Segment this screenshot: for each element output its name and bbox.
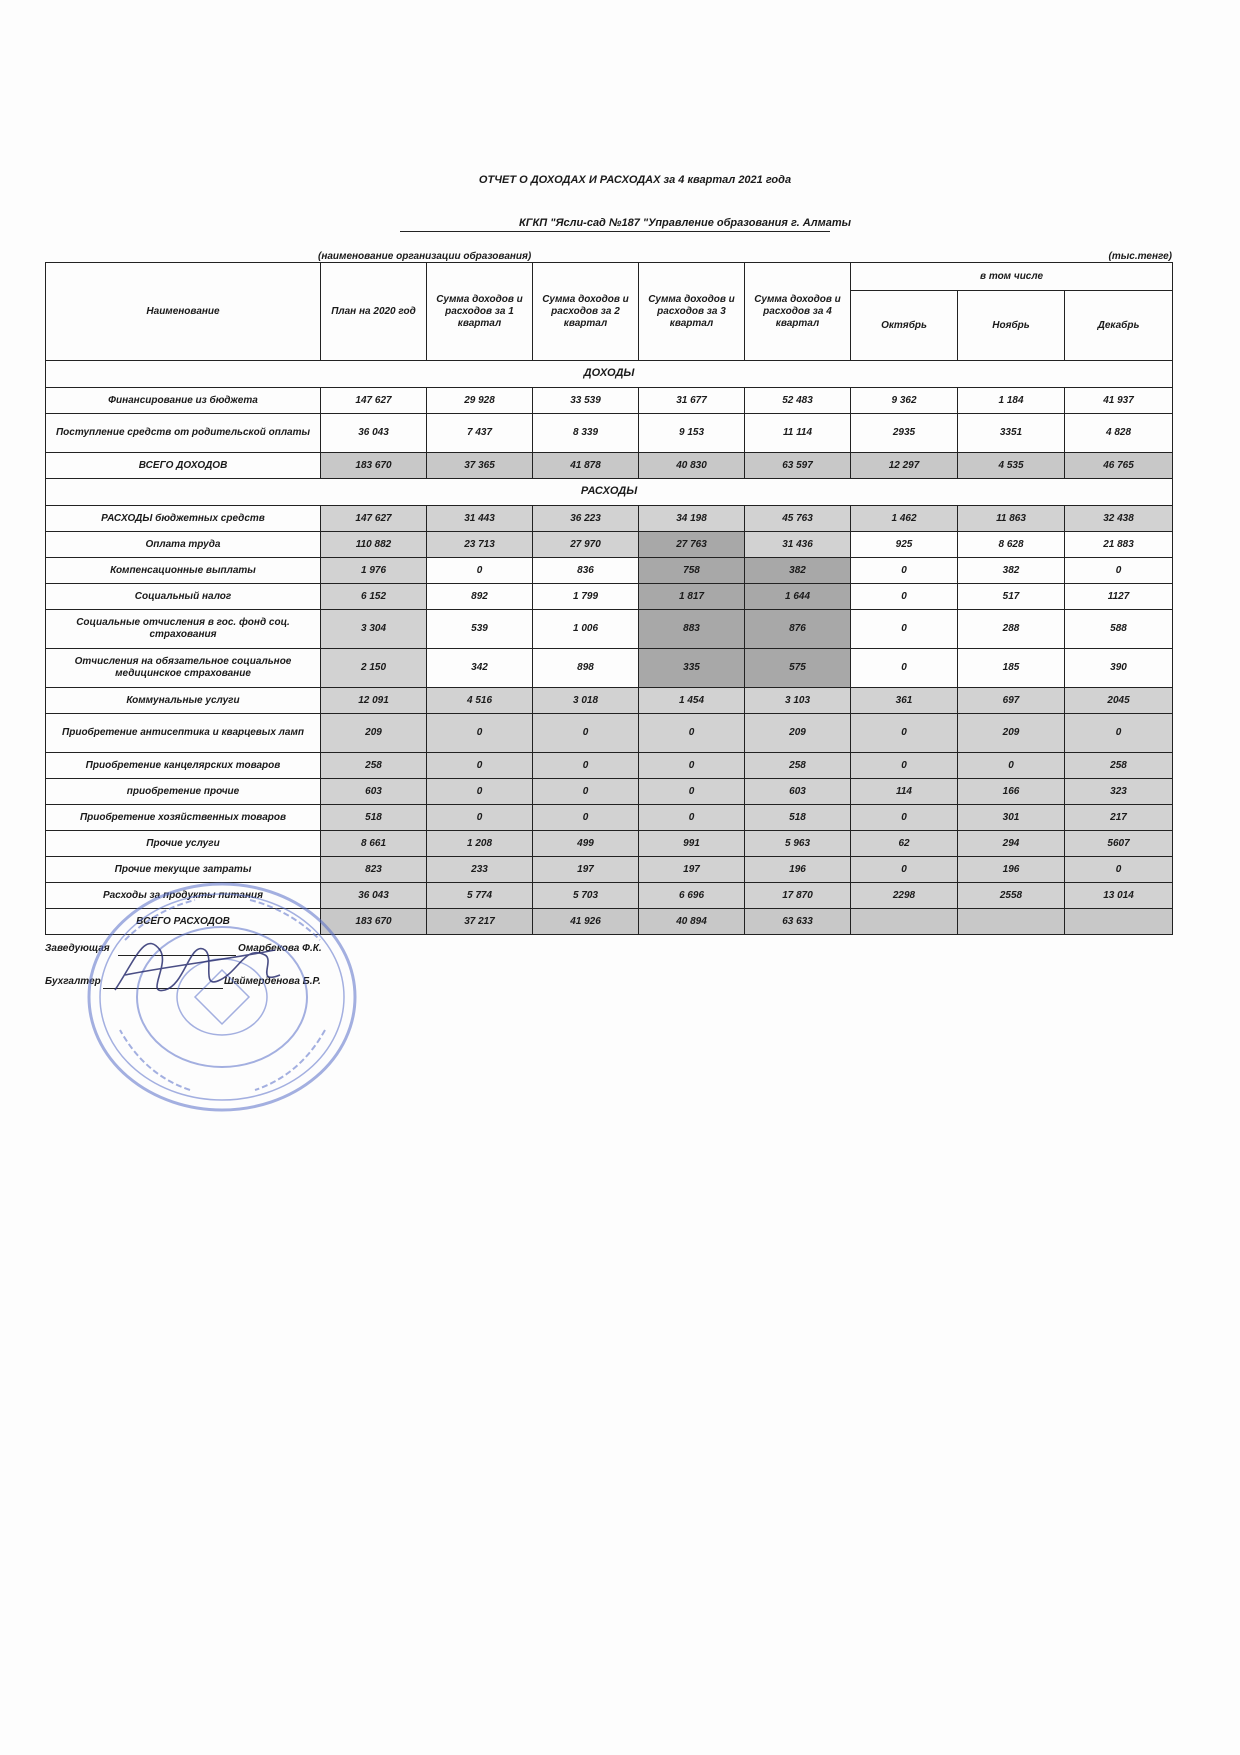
cell-name: ВСЕГО ДОХОДОВ (46, 453, 321, 479)
cell-q1: 0 (427, 805, 533, 831)
cell-q4: 209 (745, 714, 851, 753)
header-name: Наименование (46, 263, 321, 361)
cell-plan: 603 (321, 779, 427, 805)
cell-q1: 342 (427, 649, 533, 688)
cell-oct: 0 (851, 805, 958, 831)
cell-dec: 0 (1065, 857, 1173, 883)
cell-name: ВСЕГО РАСХОДОВ (46, 909, 321, 935)
table-row (46, 532, 1173, 558)
cell-q3: 0 (639, 753, 745, 779)
cell-plan: 36 043 (321, 883, 427, 909)
cell-q1: 0 (427, 558, 533, 584)
table-row (46, 779, 1173, 805)
handwritten-signature (105, 920, 285, 1010)
header-including: в том числе (851, 263, 1173, 291)
cell-dec: 258 (1065, 753, 1173, 779)
cell-q3: 1 817 (639, 584, 745, 610)
cell-name: Оплата труда (46, 532, 321, 558)
cell-name: Приобретение хозяйственных товаров (46, 805, 321, 831)
cell-q3: 9 153 (639, 414, 745, 453)
cell-q3: 0 (639, 805, 745, 831)
signature-person-accountant: Шаймерденова Б.Р. (224, 976, 321, 987)
cell-name: РАСХОДЫ бюджетных средств (46, 506, 321, 532)
cell-oct: 114 (851, 779, 958, 805)
cell-nov: 294 (958, 831, 1065, 857)
cell-oct: 2298 (851, 883, 958, 909)
cell-oct: 0 (851, 714, 958, 753)
cell-oct: 1 462 (851, 506, 958, 532)
cell-name: Расходы за продукты питания (46, 883, 321, 909)
cell-dec: 46 765 (1065, 453, 1173, 479)
cell-q4: 63 597 (745, 453, 851, 479)
cell-nov: 166 (958, 779, 1065, 805)
cell-nov: 517 (958, 584, 1065, 610)
organization-caption: (наименование организации образования) (318, 251, 532, 262)
cell-q1: 23 713 (427, 532, 533, 558)
cell-q3: 27 763 (639, 532, 745, 558)
cell-q1: 539 (427, 610, 533, 649)
cell-oct: 0 (851, 558, 958, 584)
cell-nov: 11 863 (958, 506, 1065, 532)
cell-q2: 0 (533, 779, 639, 805)
cell-dec: 217 (1065, 805, 1173, 831)
organization-underline (400, 231, 830, 232)
table-row (46, 610, 1173, 649)
cell-plan: 1 976 (321, 558, 427, 584)
cell-q4: 11 114 (745, 414, 851, 453)
cell-q2: 41 926 (533, 909, 639, 935)
cell-plan: 183 670 (321, 453, 427, 479)
cell-q1: 4 516 (427, 688, 533, 714)
cell-nov (958, 909, 1065, 935)
cell-dec: 588 (1065, 610, 1173, 649)
cell-plan: 258 (321, 753, 427, 779)
cell-plan: 3 304 (321, 610, 427, 649)
cell-q3: 40 894 (639, 909, 745, 935)
cell-name: Социальные отчисления в гос. фонд соц. страхования (46, 610, 321, 649)
cell-nov: 0 (958, 753, 1065, 779)
table-row (46, 688, 1173, 714)
cell-nov: 697 (958, 688, 1065, 714)
cell-dec: 0 (1065, 714, 1173, 753)
cell-oct (851, 909, 958, 935)
cell-dec: 32 438 (1065, 506, 1173, 532)
income-section-header: ДОХОДЫ (46, 361, 1173, 388)
cell-q3: 197 (639, 857, 745, 883)
cell-nov: 196 (958, 857, 1065, 883)
cell-q1: 1 208 (427, 831, 533, 857)
cell-plan: 6 152 (321, 584, 427, 610)
table-row (46, 558, 1173, 584)
cell-q4: 603 (745, 779, 851, 805)
cell-dec: 0 (1065, 558, 1173, 584)
cell-oct: 2935 (851, 414, 958, 453)
cell-q2: 836 (533, 558, 639, 584)
cell-q2: 33 539 (533, 388, 639, 414)
cell-q2: 898 (533, 649, 639, 688)
cell-q1: 233 (427, 857, 533, 883)
cell-name: Компенсационные выплаты (46, 558, 321, 584)
cell-oct: 0 (851, 753, 958, 779)
cell-q2: 27 970 (533, 532, 639, 558)
cell-plan: 36 043 (321, 414, 427, 453)
report-title: ОТЧЕТ О ДОХОДАХ И РАСХОДАХ за 4 квартал 2021 года (478, 174, 792, 186)
cell-oct: 0 (851, 857, 958, 883)
cell-q3: 34 198 (639, 506, 745, 532)
cell-oct: 12 297 (851, 453, 958, 479)
cell-plan: 147 627 (321, 388, 427, 414)
signature-role-accountant: Бухгалтер (45, 976, 101, 987)
cell-dec: 13 014 (1065, 883, 1173, 909)
table-row (46, 753, 1173, 779)
cell-q2: 1 006 (533, 610, 639, 649)
cell-plan: 8 661 (321, 831, 427, 857)
cell-plan: 518 (321, 805, 427, 831)
cell-q3: 991 (639, 831, 745, 857)
header-october: Октябрь (851, 291, 958, 361)
cell-q1: 5 774 (427, 883, 533, 909)
cell-nov: 288 (958, 610, 1065, 649)
cell-dec: 41 937 (1065, 388, 1173, 414)
header-december: Декабрь (1065, 291, 1173, 361)
cell-q4: 63 633 (745, 909, 851, 935)
cell-name: Прочие услуги (46, 831, 321, 857)
cell-q1: 0 (427, 779, 533, 805)
report-table (45, 262, 1173, 935)
cell-q3: 0 (639, 779, 745, 805)
cell-name: Поступление средств от родительской оплаты (46, 414, 321, 453)
cell-q4: 258 (745, 753, 851, 779)
cell-nov: 1 184 (958, 388, 1065, 414)
cell-plan: 147 627 (321, 506, 427, 532)
table-row (46, 584, 1173, 610)
cell-dec: 390 (1065, 649, 1173, 688)
table-row (46, 453, 1173, 479)
table-row (46, 414, 1173, 453)
cell-nov: 8 628 (958, 532, 1065, 558)
table-row (46, 388, 1173, 414)
cell-name: Финансирование из бюджета (46, 388, 321, 414)
cell-q3: 0 (639, 714, 745, 753)
cell-dec: 21 883 (1065, 532, 1173, 558)
cell-q4: 196 (745, 857, 851, 883)
cell-name: Приобретение антисептика и кварцевых ламп (46, 714, 321, 753)
table-row (46, 805, 1173, 831)
cell-nov: 3351 (958, 414, 1065, 453)
cell-q1: 0 (427, 714, 533, 753)
header-plan: План на 2020 год (321, 263, 427, 361)
cell-q4: 17 870 (745, 883, 851, 909)
cell-name: Социальный налог (46, 584, 321, 610)
cell-q2: 41 878 (533, 453, 639, 479)
cell-nov: 185 (958, 649, 1065, 688)
table-row (46, 831, 1173, 857)
cell-oct: 0 (851, 610, 958, 649)
cell-oct: 0 (851, 584, 958, 610)
cell-plan: 12 091 (321, 688, 427, 714)
cell-q1: 29 928 (427, 388, 533, 414)
cell-nov: 301 (958, 805, 1065, 831)
cell-q1: 31 443 (427, 506, 533, 532)
table-row (46, 649, 1173, 688)
header-q3: Сумма доходов и расходов за 3 квартал (639, 263, 745, 361)
expense-section-header: РАСХОДЫ (46, 479, 1173, 506)
cell-q1: 892 (427, 584, 533, 610)
cell-name: Прочие текущие затраты (46, 857, 321, 883)
cell-oct: 925 (851, 532, 958, 558)
cell-nov: 382 (958, 558, 1065, 584)
signature-role-head: Заведующая (45, 943, 110, 954)
header-q2: Сумма доходов и расходов за 2 квартал (533, 263, 639, 361)
cell-q2: 0 (533, 714, 639, 753)
cell-q1: 7 437 (427, 414, 533, 453)
cell-q4: 31 436 (745, 532, 851, 558)
cell-q4: 5 963 (745, 831, 851, 857)
cell-oct: 361 (851, 688, 958, 714)
cell-dec: 4 828 (1065, 414, 1173, 453)
cell-dec: 323 (1065, 779, 1173, 805)
cell-q4: 45 763 (745, 506, 851, 532)
cell-q4: 575 (745, 649, 851, 688)
cell-q3: 31 677 (639, 388, 745, 414)
cell-plan: 2 150 (321, 649, 427, 688)
table-row (46, 506, 1173, 532)
header-november: Ноябрь (958, 291, 1065, 361)
cell-name: приобретение прочие (46, 779, 321, 805)
organization-name: КГКП "Ясли-сад №187 "Управление образования г. Алматы (519, 217, 851, 229)
cell-oct: 9 362 (851, 388, 958, 414)
cell-q2: 197 (533, 857, 639, 883)
cell-q4: 518 (745, 805, 851, 831)
cell-q2: 0 (533, 805, 639, 831)
cell-dec (1065, 909, 1173, 935)
cell-q1: 0 (427, 753, 533, 779)
cell-name: Приобретение канцелярских товаров (46, 753, 321, 779)
cell-q3: 40 830 (639, 453, 745, 479)
cell-q4: 876 (745, 610, 851, 649)
cell-q3: 883 (639, 610, 745, 649)
cell-name: Коммунальные услуги (46, 688, 321, 714)
cell-q1: 37 217 (427, 909, 533, 935)
cell-nov: 2558 (958, 883, 1065, 909)
cell-oct: 0 (851, 649, 958, 688)
cell-nov: 209 (958, 714, 1065, 753)
cell-q4: 382 (745, 558, 851, 584)
table-body (46, 361, 1173, 935)
cell-dec: 5607 (1065, 831, 1173, 857)
cell-nov: 4 535 (958, 453, 1065, 479)
cell-q2: 1 799 (533, 584, 639, 610)
header-q1: Сумма доходов и расходов за 1 квартал (427, 263, 533, 361)
cell-q3: 1 454 (639, 688, 745, 714)
cell-q3: 335 (639, 649, 745, 688)
table-row (46, 714, 1173, 753)
cell-oct: 62 (851, 831, 958, 857)
cell-plan: 209 (321, 714, 427, 753)
cell-q2: 499 (533, 831, 639, 857)
cell-plan: 183 670 (321, 909, 427, 935)
cell-q2: 0 (533, 753, 639, 779)
cell-q4: 1 644 (745, 584, 851, 610)
cell-q3: 758 (639, 558, 745, 584)
signature-person-head: Омарбекова Ф.К. (238, 943, 322, 954)
cell-q4: 52 483 (745, 388, 851, 414)
cell-name: Отчисления на обязательное социальное медицинское страхование (46, 649, 321, 688)
cell-q2: 36 223 (533, 506, 639, 532)
cell-dec: 2045 (1065, 688, 1173, 714)
cell-dec: 1127 (1065, 584, 1173, 610)
cell-plan: 823 (321, 857, 427, 883)
cell-q3: 6 696 (639, 883, 745, 909)
cell-q2: 5 703 (533, 883, 639, 909)
cell-q2: 3 018 (533, 688, 639, 714)
cell-plan: 110 882 (321, 532, 427, 558)
cell-q2: 8 339 (533, 414, 639, 453)
header-q4: Сумма доходов и расходов за 4 квартал (745, 263, 851, 361)
units-label: (тыс.тенге) (1108, 251, 1172, 262)
table-row (46, 857, 1173, 883)
cell-q4: 3 103 (745, 688, 851, 714)
cell-q1: 37 365 (427, 453, 533, 479)
